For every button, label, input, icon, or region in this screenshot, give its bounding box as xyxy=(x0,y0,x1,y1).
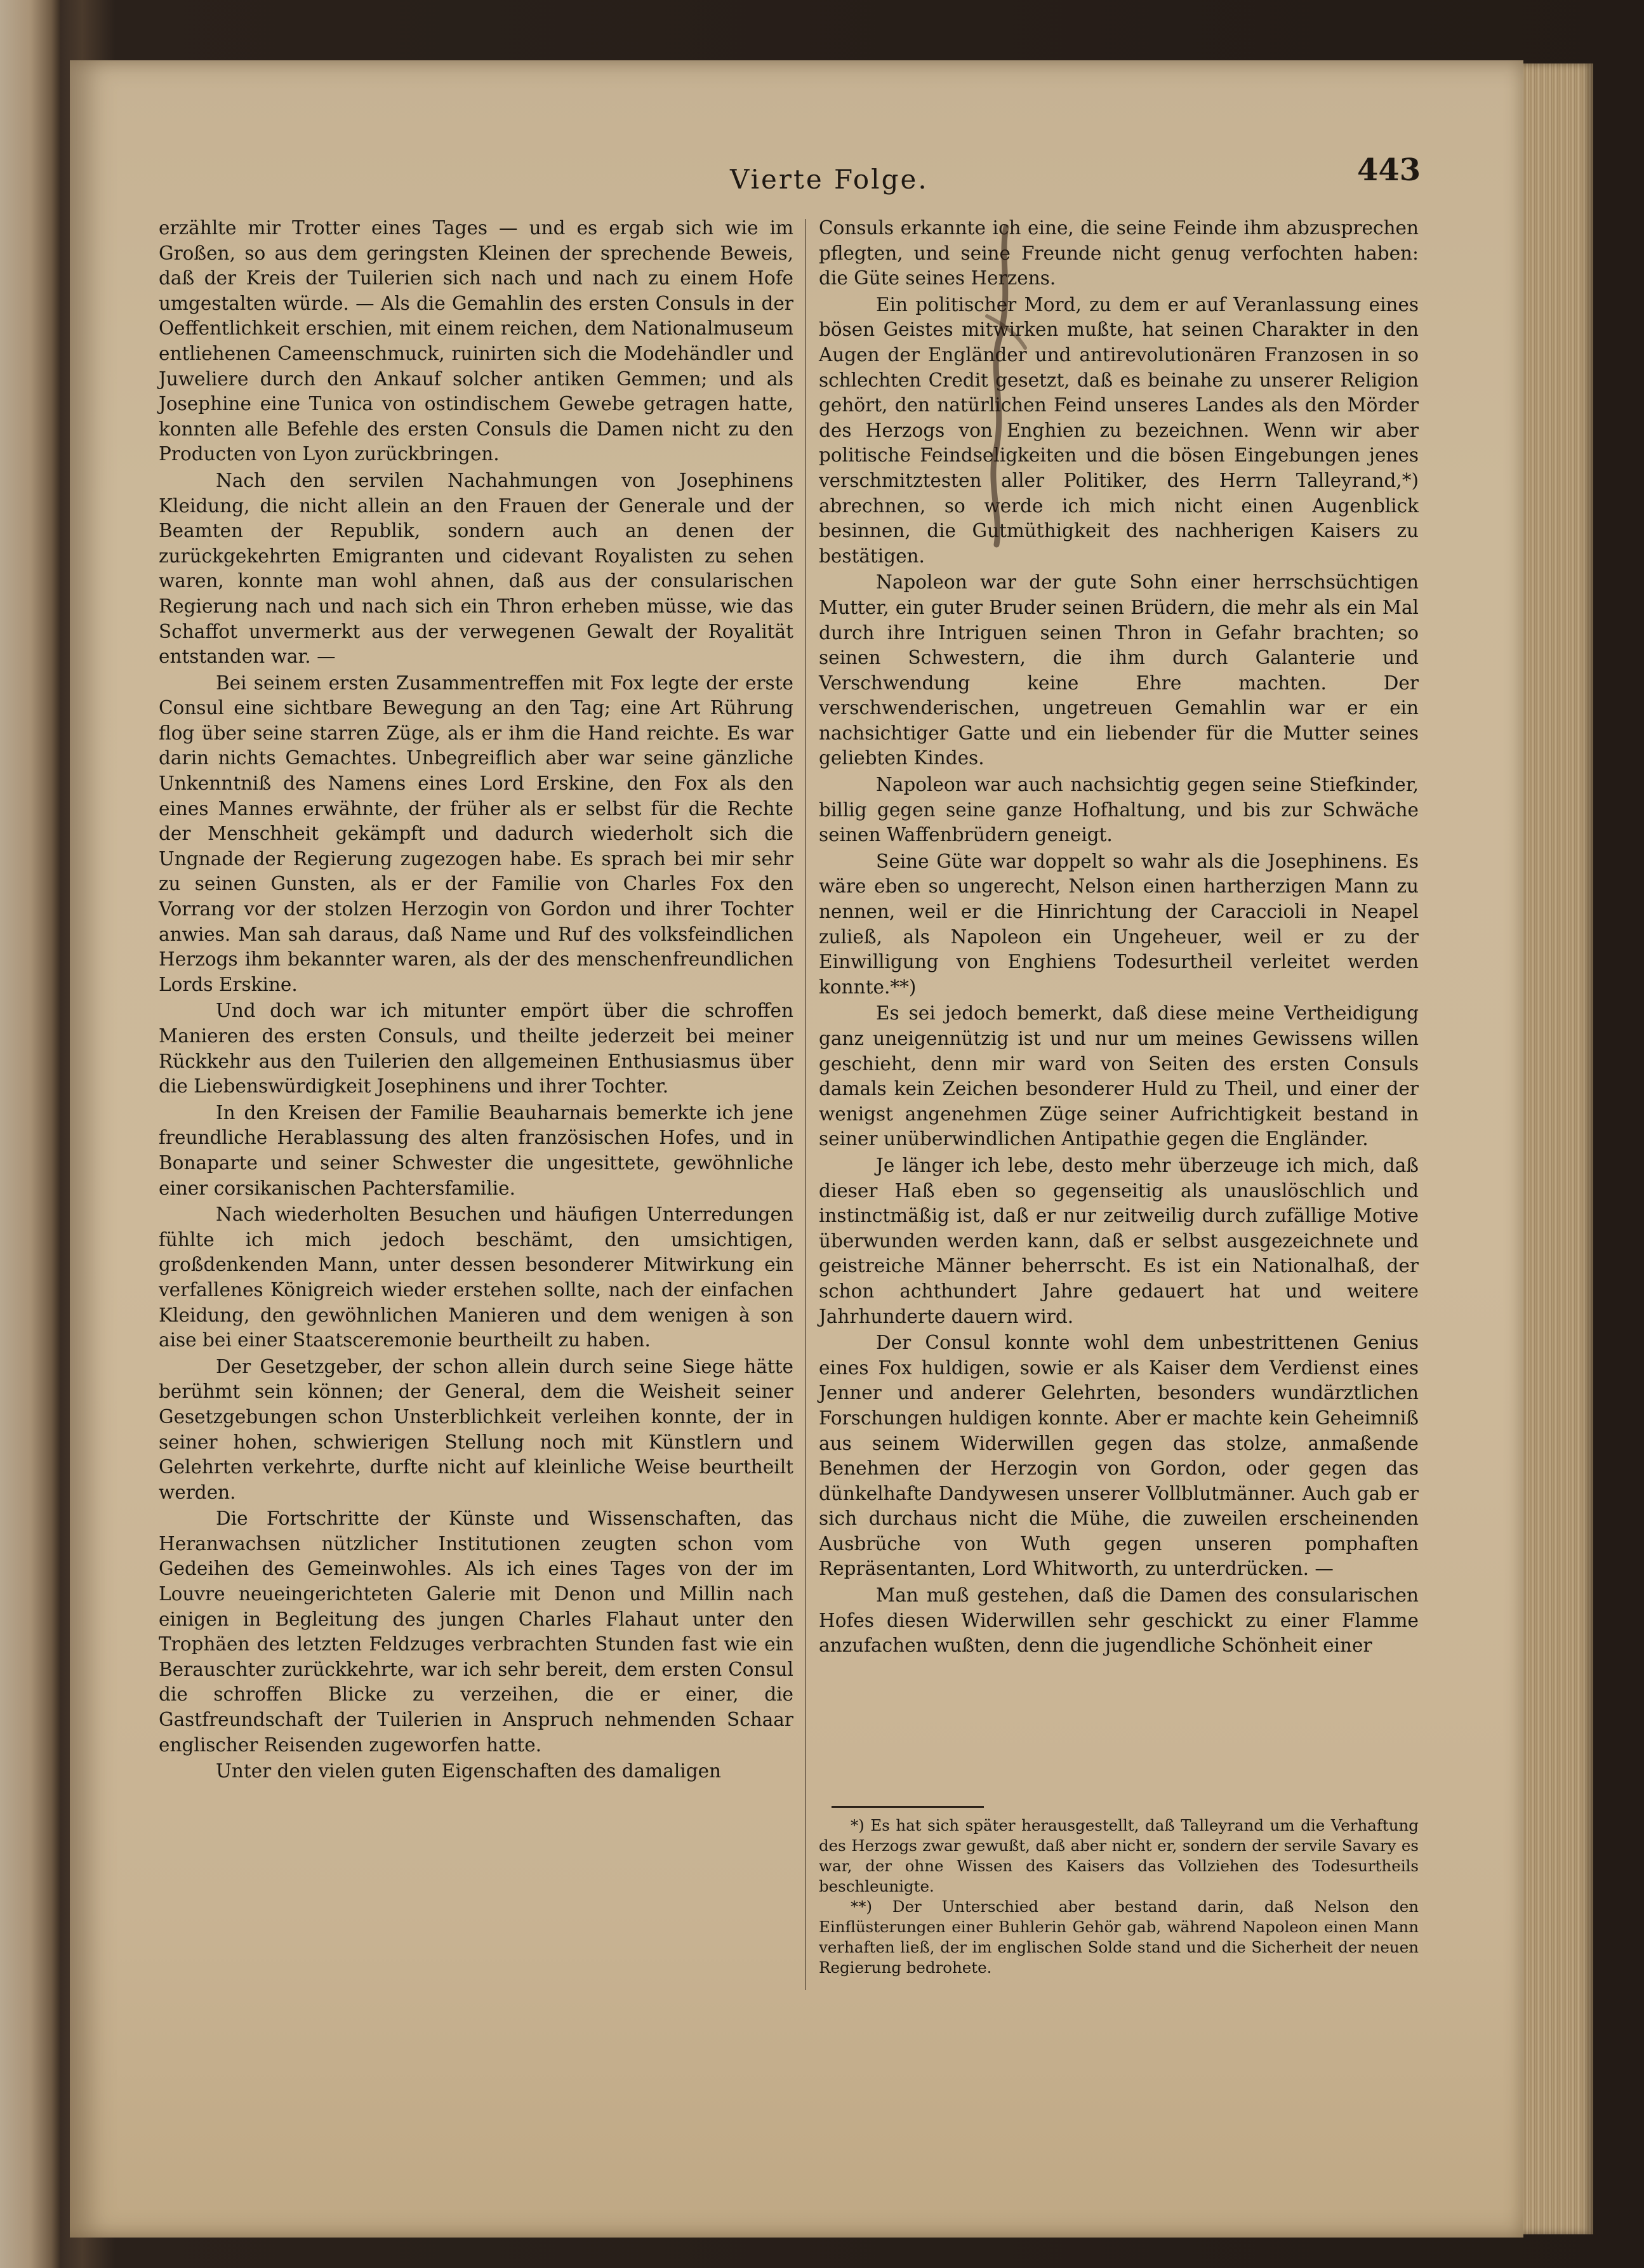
paragraph: Die Fortschritte der Künste und Wissenschaften, das Heranwachsen nützlicher Institutionen zeugten schon vom Gedeihen des Gemeinwohles. Als ich eines Tages von der im Louvre neueingerichteten Galerie mit Denon und Millin nach einigen in Begleitung des jungen Charles Flahaut unter den Trophäen des letzten Feldzuges verbrachten Stunden fast wie ein Berauschter zurückkehrte, war ich sehr bereit, dem ersten Consul die schroffen Blicke zu verzeihen, die er einer, die Gastfreundschaft der Tuilerien in Anspruch nehmenden Schaar englischer Reisenden zugeworfen hatte. xyxy=(159,1508,793,1756)
paragraph: Napoleon war auch nachsichtig gegen seine Stiefkinder, billig gegen seine ganze Hofhaltung, und bis zur Schwäche seinen Waffenbrüdern geneigt. xyxy=(819,774,1419,846)
paragraph: Nach den servilen Nachahmungen von Josephinens Kleidung, die nicht allein an den Frauen der Generale und der Beamten der Republik, sondern auch an denen der zurückgekehrten Emigranten und cidevant Royalisten zu sehen waren, konnte man wohl ahnen, daß aus der consularischen Regierung nach und nach sich ein Thron erheben müsse, wie das Schaffot unvermerkt aus der verwegenen Gewalt der Royalität entstanden war. — xyxy=(159,469,793,668)
paragraph: Der Consul konnte wohl dem unbestrittenen Genius eines Fox huldigen, sowie er als Kaiser dem Verdienst eines Jenner und anderer Gelehrten, besonders wundärztlichen Forschungen huldigen konnte. Aber er machte kein Geheimniß aus seinem Widerwillen gegen das stolze, anmaßende Benehmen der Herzogin von Gordon, oder gegen das dünkelhafte Dandywesen unserer Vollblutmänner. Auch gab er sich durchaus nicht die Mühe, die zuweilen erscheinenden Ausbrüche von Wuth gegen unseren pomphaften Repräsentanten, Lord Whitworth, zu unterdrücken. — xyxy=(819,1332,1419,1580)
paragraph: Man muß gestehen, daß die Damen des consularischen Hofes diesen Widerwillen sehr geschickt zu einer Flamme anzufachen wußten, denn die jugendliche Schönheit einer xyxy=(819,1584,1419,1657)
paragraph: Der Gesetzgeber, der schon allein durch seine Siege hätte berühmt sein können; der General, dem die Weisheit seiner Gesetzgebungen schon Unsterblichkeit verleihen konnte, der in seiner hohen, schwierigen Stellung noch mit Künstlern und Gelehrten verkehrte, durfte nicht auf kleinliche Weise beurtheilt werden. xyxy=(159,1355,793,1503)
footnote: **) Der Unterschied aber bestand darin, daß Nelson den Einflüsterungen einer Buhlerin Gehör gab, während Napoleon einen Mann verhaften ließ, der im englischen Solde stand und die Sicherheit der neuen Regierung bedrohete. xyxy=(819,1897,1419,1977)
paragraph: Consuls erkannte ich eine, die seine Feinde ihm abzusprechen pflegten, und seine Freunde nicht genug verfochten haben: die Güte seines Herzens. xyxy=(819,217,1419,289)
page-stack-edge xyxy=(1523,63,1593,2234)
right-column xyxy=(819,216,1419,1660)
paragraph: erzählte mir Trotter eines Tages — und es ergab sich wie im Großen, so aus dem geringsten Kleinen der sprechende Beweis, daß der Kreis der Tuilerien sich nach und nach zu einem Hofe umgestalten würde. — Als die Gemahlin des ersten Consuls in der Oeffentlichkeit erschien, mit einem reichen, dem Nationalmuseum entliehenen Cameenschmuck, ruinirten sich die Modehändler und Juweliere durch den Ankauf solcher antiken Gemmen; und als Josephine eine Tunica von ostindischem Gewebe getragen hatte, konnten alle Befehle des ersten Consuls die Damen nicht zu den Producten von Lyon zurückbringen. xyxy=(159,217,793,465)
previous-page-edge xyxy=(0,0,60,2268)
paragraph: Nach wiederholten Besuchen und häufigen Unterredungen fühlte ich mich jedoch beschämt, den umsichtigen, großdenkenden Mann, unter dessen besonderer Mitwirkung ein verfallenes Königreich wieder erstehen sollte, nach der einfachen Kleidung, den gewöhnlichen Manieren und dem wenigen à son aise bei einer Staatsceremonie beurtheilt zu haben. xyxy=(159,1204,793,1351)
paragraph: Seine Güte war doppelt so wahr als die Josephinens. Es wäre eben so ungerecht, Nelson einen hartherzigen Mann zu nennen, weil er die Hinrichtung der Caraccioli in Neapel zuließ, als Napoleon ein Ungeheuer, weil er zu der Einwilligung von Enghiens Todesurtheil verleitet werden konnte.**) xyxy=(819,850,1419,998)
footnote-rule xyxy=(832,1806,984,1808)
page-number: 443 xyxy=(1357,152,1421,188)
footnotes xyxy=(819,1815,1419,1978)
paragraph: Napoleon war der gute Sohn einer herrschsüchtigen Mutter, ein guter Bruder seinen Brüdern, die mehr als ein Mal durch ihre Intriguen seinen Thron in Gefahr brachten; so seinen Schwestern, die ihm durch Galanterie und Verschwendung keine Ehre machten. Der verschwenderischen, ungetreuen Gemahlin war er ein nachsichtiger Gatte und ein liebender für die Mutter seines geliebten Kindes. xyxy=(819,571,1419,769)
paragraph: Es sei jedoch bemerkt, daß diese meine Vertheidigung ganz uneigennützig ist und nur um meines Gewissens willen geschieht, denn mir ward von Seiten des ersten Consuls damals kein Zeichen besonderer Huld zu Theil, und einer der wenigst angenehmen Züge seiner Aufrichtigkeit bestand in seiner unüberwindlichen Antipathie gegen die Engländer. xyxy=(819,1002,1419,1150)
paragraph: Unter den vielen guten Eigenschaften des damaligen xyxy=(216,1760,722,1782)
paragraph: Je länger ich lebe, desto mehr überzeuge ich mich, daß dieser Haß eben so gegenseitig als unauslöschlich und instinctmäßig ist, daß er nur zeitweilig durch zufällige Motive überwunden werden kann, daß er selbst ausgezeichnete und geistreiche Männer beherrscht. Es ist ein Nationalhaß, der schon achthundert Jahre gedauert hat und weitere Jahrhunderte dauern wird. xyxy=(819,1154,1419,1327)
footnote: *) Es hat sich später herausgestellt, daß Talleyrand um die Verhaftung des Herzogs zwar gewußt, daß aber nicht er, sondern der servile Savary es war, der ohne Wissen des Kaisers das Vollziehen des Todesurtheils beschleunigte. xyxy=(819,1816,1419,1895)
running-title: Vierte Folge. xyxy=(730,164,929,195)
left-column xyxy=(159,216,793,1786)
paragraph: Ein politischer Mord, zu dem er auf Veranlassung eines bösen Geistes mitwirken mußte, hat seinen Charakter in den Augen der Engländer und antirevolutionären Franzosen in so schlechten Credit gesetzt, daß es beinahe zu unserer Religion gehört, den natürlichen Feind unseres Landes als den Mörder des Herzogs von Enghien zu bezeichnen. Wenn wir aber politische Feindseligkeiten und die bösen Eingebungen jenes verschmitztesten aller Politiker, des Herrn Talleyrand,*) abrechnen, so werde ich mich nicht einen Augenblick besinnen, die Gutmüthigkeit des nachherigen Kaisers zu bestätigen. xyxy=(819,293,1419,567)
paragraph: In den Kreisen der Familie Beauharnais bemerkte ich jene freundliche Herablassung des alten französischen Hofes, und in Bonaparte und seiner Schwester die ungesittete, gewöhnliche einer corsikanischen Pachtersfamilie. xyxy=(159,1101,793,1199)
ink-stain-mark xyxy=(962,221,1038,551)
column-divider xyxy=(805,219,806,1990)
paragraph: Und doch war ich mitunter empört über die schroffen Manieren des ersten Consuls, und theilte jederzeit bei meiner Rückkehr aus den Tuilerien den allgemeinen Enthusiasmus über die Liebenswürdigkeit Josephinens und ihrer Tochter. xyxy=(159,1000,793,1098)
paragraph: Bei seinem ersten Zusammentreffen mit Fox legte der erste Consul eine sichtbare Bewegung an den Tag; eine Art Rührung flog über seine starren Züge, als er ihm die Hand reichte. Es war darin nichts Gemachtes. Unbegreiflich aber war seine gänzliche Unkenntniß des Namens eines Lord Erskine, den Fox als den eines Mannes erwähnte, der früher als er selbst für die Rechte der Menschheit gekämpft und dadurch wiederholt sich die Ungnade der Regierung zugezogen habe. Es sprach bei mir sehr zu seinen Gunsten, als er der Familie von Charles Fox den Vorrang vor der stolzen Herzogin von Gordon und ihrer Tochter anwies. Man sah daraus, daß Name und Ruf des volksfeindlichen Herzogs ihm bekannter waren, als der des menschenfreundlichen Lords Erskine. xyxy=(159,672,793,995)
